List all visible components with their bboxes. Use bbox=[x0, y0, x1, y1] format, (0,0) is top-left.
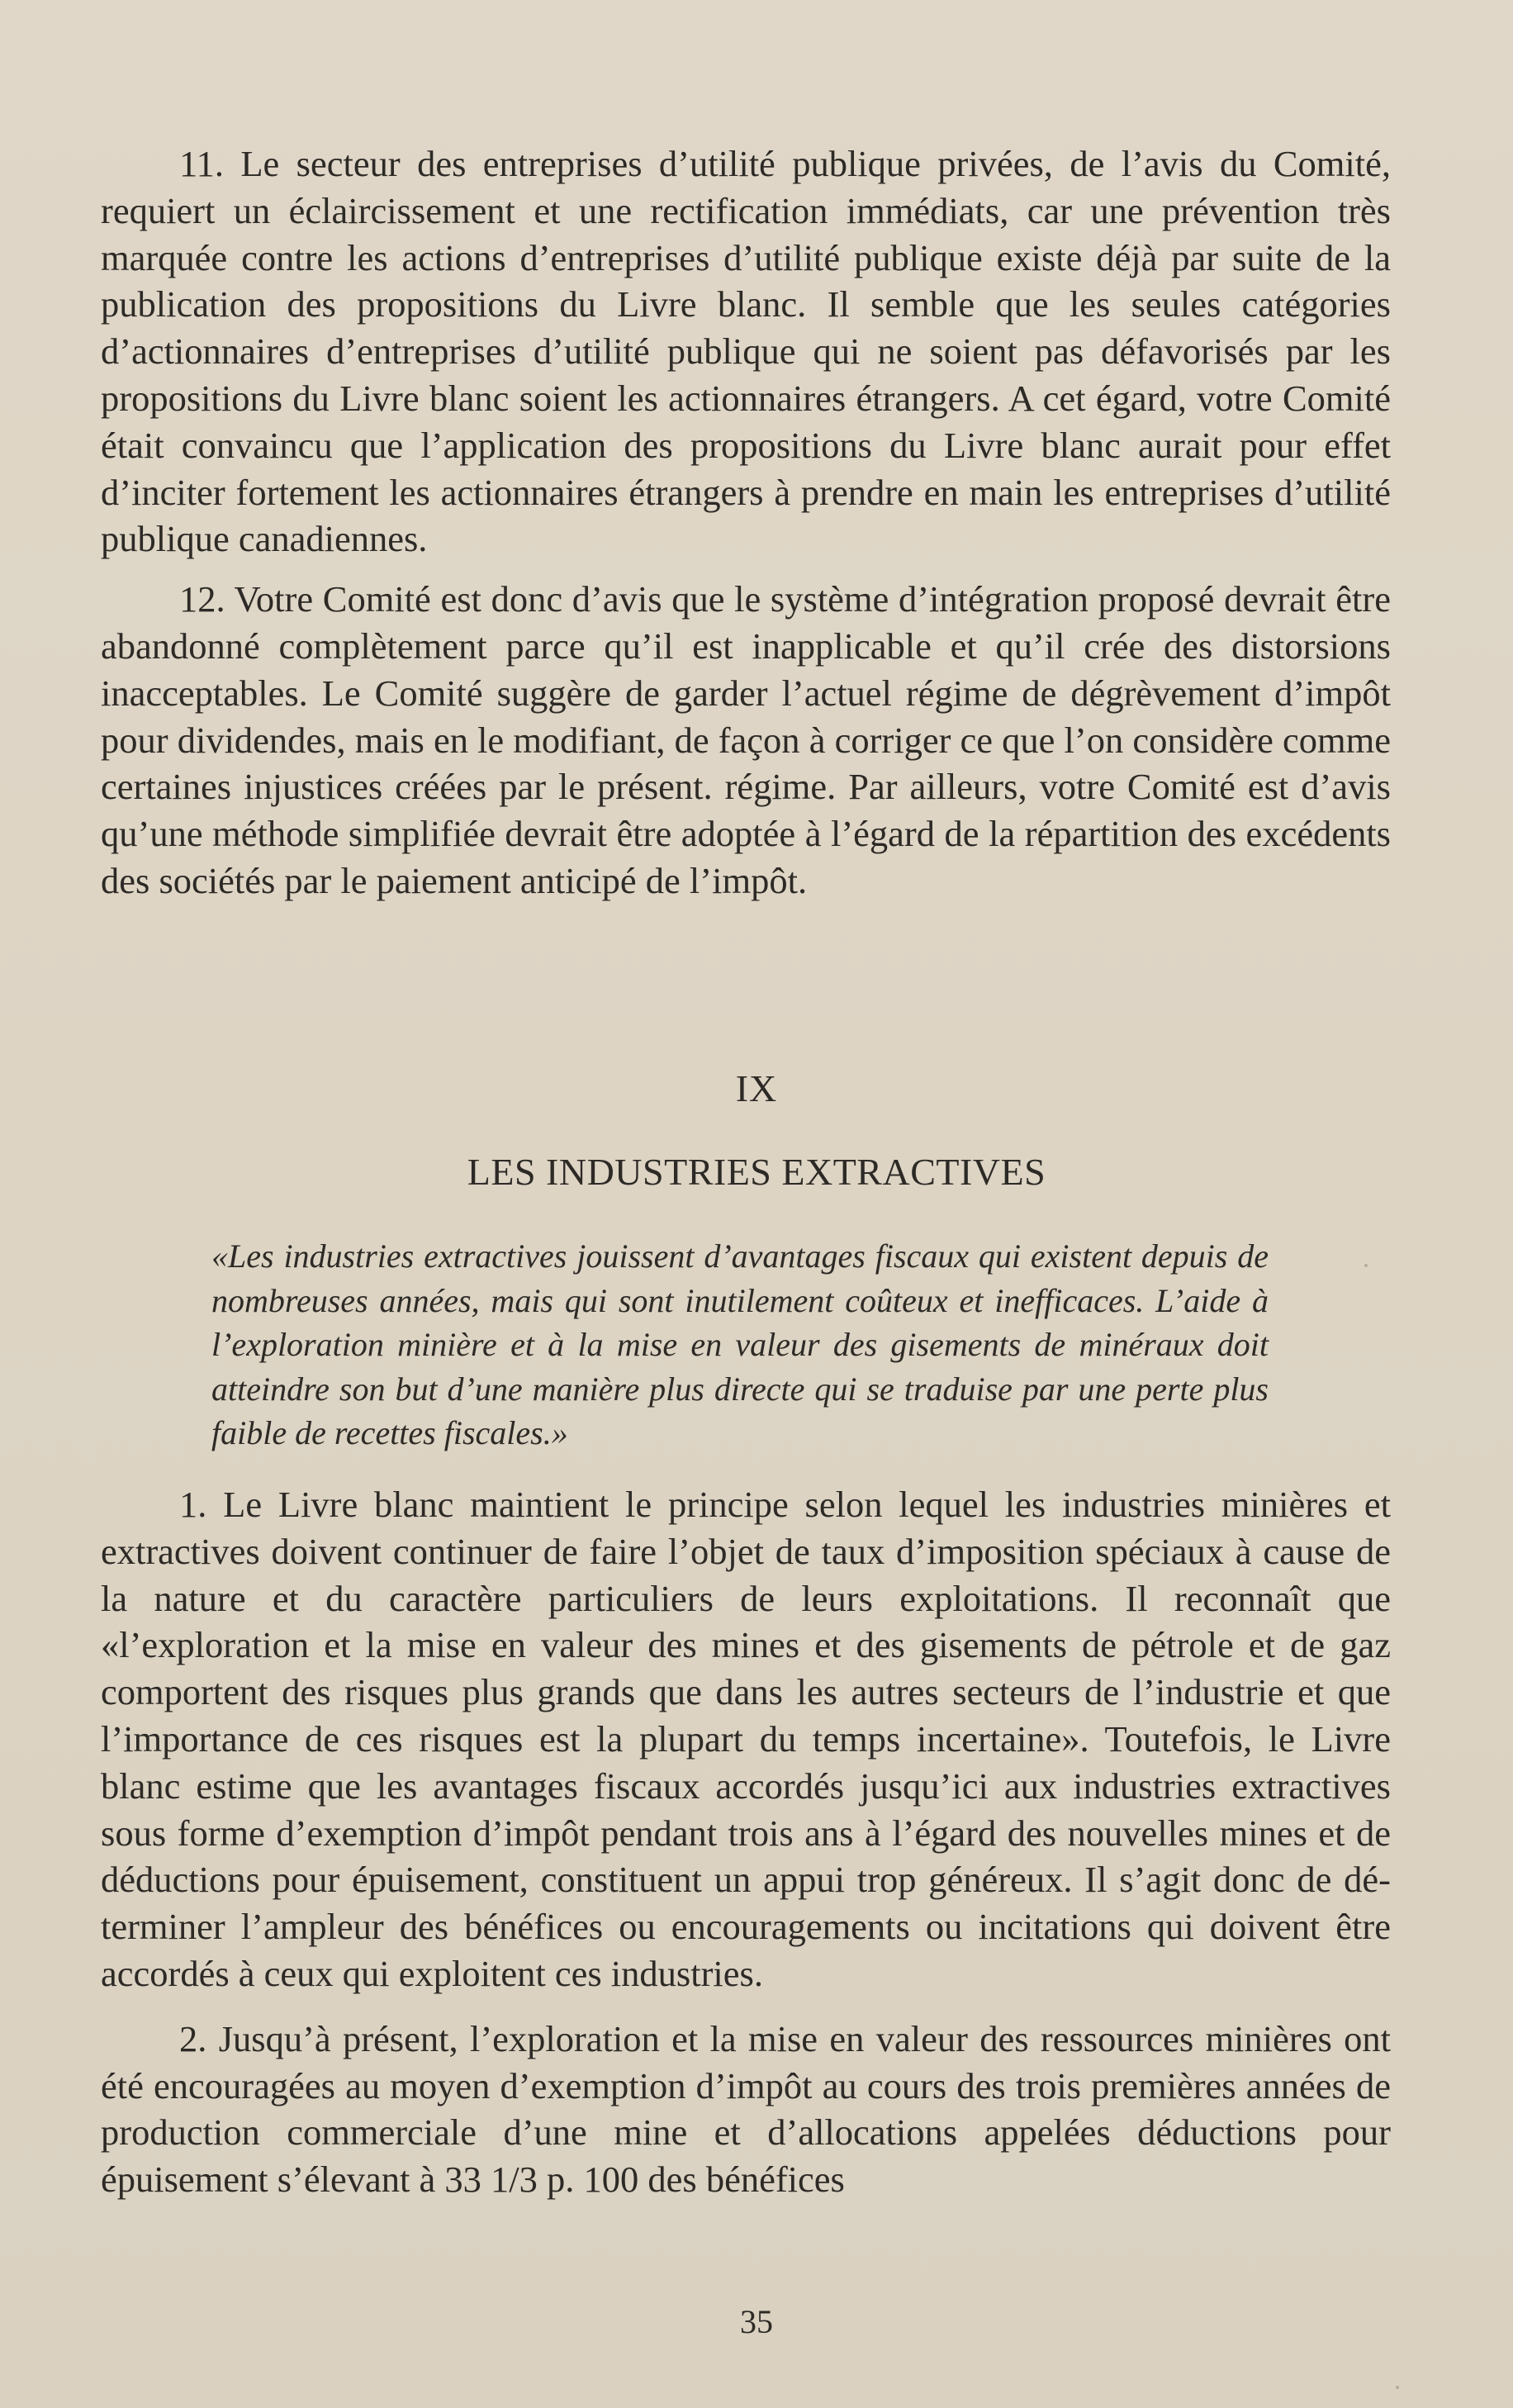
page-number: 35 bbox=[740, 2303, 773, 2340]
upper-text-block bbox=[101, 140, 1391, 905]
section-title: LES INDUSTRIES EXTRACTIVES bbox=[467, 1151, 1046, 1193]
paragraph-2: 2. Jusqu’à présent, l’exploration et la mise en valeur des ressources minières ont été encouragées au moyen d’exemption d’impôt au cours des trois premières années de production commerciale d’une mine et d’allocations appelées déductions pour épuisement s’élevant à 33 1/3 p. 100 des bénéfices bbox=[101, 2017, 1391, 2201]
paragraph-11: 11. Le secteur des entreprises d’utilité publique privées, de l’avis du Comité, requiert un éclaircissement et une rectification immédiats, car une prévention très marquée contre les actions d’entreprises d’utilité publique existe déjà par suite de la publication des propositions du Livre blanc. Il semble que les seules catégories d’actionnaires d’entreprises d’utilité publique qui ne soient pas défavorisés par les propositions du Livre blanc soient les actionnaires étrangers. A cet égard, votre Comité était convaincu que l’application des propositions du Livre blanc aurait pour effet d’inciter fortement les actionnaires étrangers à prendre en main les entreprises d’utilité publique canadiennes. bbox=[101, 143, 1391, 560]
paragraph-12: 12. Votre Comité est donc d’avis que le système d’intégration proposé devrait être abandonné complètement parce qu’il est inapplicable et qu’il crée des distorsions inacceptables. Le Comité suggère de garder l’actuel régime de dégrèvement d’impôt pour dividendes, mais en le modifiant, de façon à corriger ce que l’on considère comme certaines injustices créées par le présent. régime. Par ailleurs, votre Comité est d’avis qu’une méthode simplifiée devrait être adoptée à l’égard de la répartition des excédents des sociétés par le paiement anticipé de l’impôt. bbox=[101, 578, 1391, 901]
paragraph-1: 1. Le Livre blanc maintient le principe selon lequel les industries minières et extractives doivent continuer de faire l’objet de taux d’imposition spéciaux à cause de la nature et du caractère particuliers de leurs exploitations. Il reconnaît que «l’exploration et la mise en valeur des mines et des gisements de pétrole et de gaz comportent des risques plus grands que dans les autres secteurs de l’industrie et que l’importance de ces risques est la plupart du temps incertaine». Toutefois, le Livre blanc estime que les avantages fiscaux accordés jusqu’ici aux industries extractives sous forme d’exemption d’impôt pendant trois ans à l’égard des nouvelles mines et de déductions pour épuisement, constituent un appui trop généreux. Il s’agit donc de déterminer l’ampleur des bénéfices ou encouragements ou incitations qui doivent être accordés à ceux qui exploitent ces industries. bbox=[101, 1484, 1391, 1994]
paper-speck bbox=[1364, 1264, 1368, 1267]
paper-speck bbox=[1396, 2386, 1399, 2389]
epigraph-quote: «Les industries extractives jouissent d’avantages fiscaux qui existent depuis de nombreuses années, mais qui sont inutilement coûteux et inefficaces. L’aide à l’exploration minière et à la mise en valeur des gisements de minéraux doit atteindre son but d’une manière plus directe qui se traduise par une perte plus faible de recettes fiscales.» bbox=[211, 1237, 1269, 1451]
lower-text-block bbox=[101, 1481, 1391, 2203]
section-number: IX bbox=[735, 1067, 778, 1109]
